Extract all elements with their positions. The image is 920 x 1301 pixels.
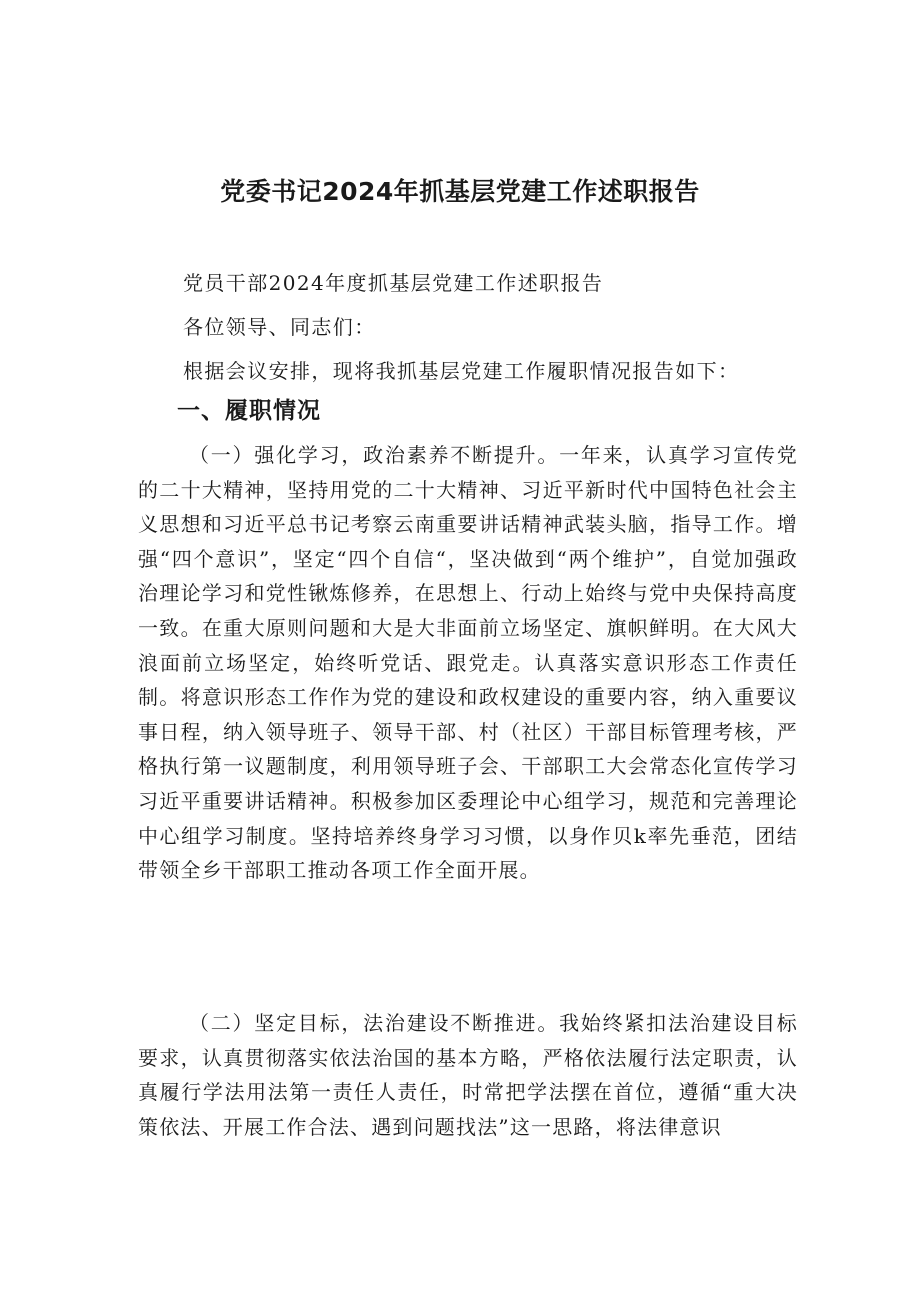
document-subtitle: 党员干部2024年度抓基层党建工作述职报告: [183, 271, 604, 295]
intro-text: 根据会议安排，现将我抓基层党建工作履职情况报告如下：: [183, 359, 740, 383]
section-heading: 一、履职情况: [177, 398, 321, 424]
body-paragraph-2: （二）坚定目标，法治建设不断推进。我始终紧扣法治建设目标要求，认真贯彻落实依法治国的基本方略，严格依法履行法定职责，认真履行学法用法第一责任人责任，时常把学法摆在首位，遵循“重大决策依法、开展工作合法、遇到问题找法”这一思路，将法律意识: [138, 1011, 798, 1139]
document-title: 党委书记2024年抓基层党建工作述职报告: [220, 177, 700, 206]
body-paragraph-1: （一）强化学习，政治素养不断提升。一年来，认真学习宣传党的二十大精神，坚持用党的二十大精神、习近平新时代中国特色社会主义思想和习近平总书记考察云南重要讲话精神武装头脑，指导工作。增强“四个意识”，坚定“四个自信“，坚决做到“两个维护”，自觉加强政治理论学习和党性锹炼修养，在思想上、行动上始终与党中央保持高度一致。在重大原则问题和大是大非面前立场坚定、旗帜鲜明。在大风大浪面前立场坚定，始终听党话、跟党走。认真落实意识形态工作责任制。将意识形态工作作为党的建设和政权建设的重要内容，纳入重要议事日程，纳入领导班子、领导干部、村（社区）干部目标管理考核，严格执行第一议题制度，利用领导班子会、干部职工大会常态化宣传学习习近平重要讲话精神。积极参加区委理论中心组学习，规范和完善理论中心组学习制度。坚持培养终身学习习惯，以身作贝k率先垂范，团结带领全乡干部职工推动各项工作全面开展。: [138, 443, 798, 883]
salutation: 各位领导、同志们：: [183, 315, 376, 339]
